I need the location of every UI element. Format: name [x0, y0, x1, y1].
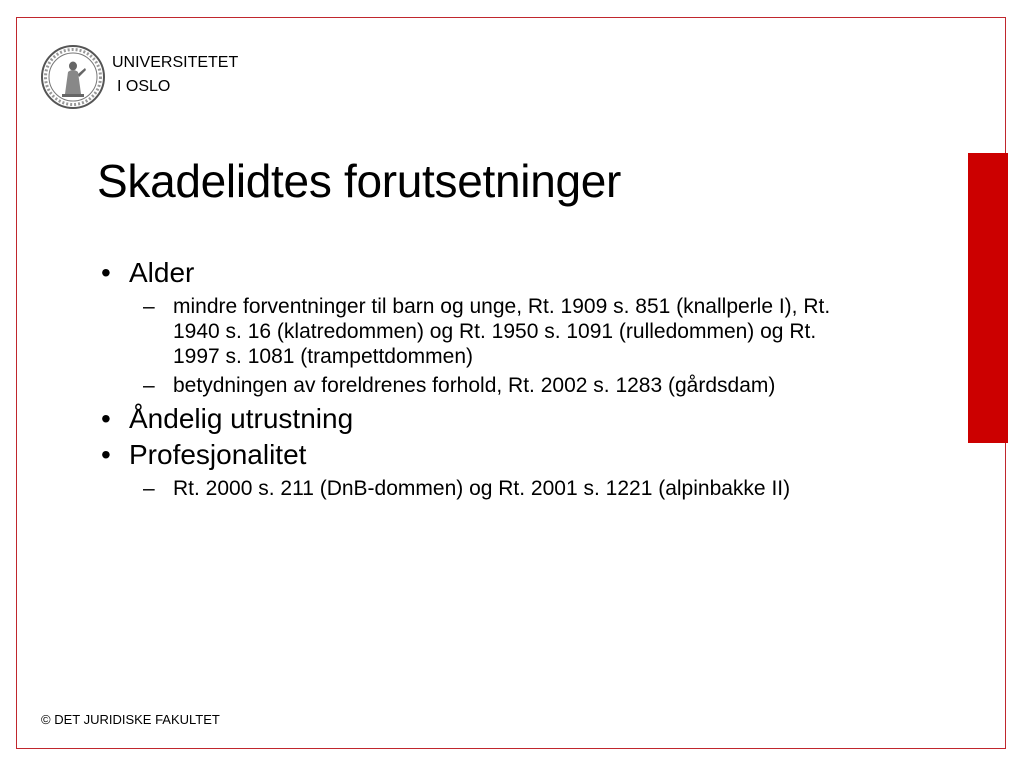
slide-title: Skadelidtes forutsetninger: [97, 155, 622, 207]
bullet-item: [97, 438, 837, 472]
bullet-marker: •: [101, 257, 111, 288]
bullet-text: Profesjonalitet: [129, 439, 307, 470]
slide-body: [97, 256, 837, 505]
university-seal-icon: [40, 44, 106, 110]
bullet-item: [97, 256, 837, 290]
bullet-marker: •: [101, 439, 111, 470]
bullet-text: Åndelig utrustning: [129, 403, 354, 434]
sub-bullet-item: [97, 294, 837, 369]
bullet-item: [97, 402, 837, 436]
red-accent-bar: [968, 153, 1008, 443]
dash-marker: –: [143, 295, 155, 318]
sub-bullet-text: Rt. 2000 s. 211 (DnB-dommen) og Rt. 2001 s. 1221 (alpinbakke II): [173, 477, 791, 500]
sub-bullet-text: betydningen av foreldrenes forhold, Rt. 2002 s. 1283 (gårdsdam): [173, 374, 776, 397]
university-name-line1: UNIVERSITETET: [112, 54, 239, 71]
bullet-marker: •: [101, 403, 111, 434]
dash-marker: –: [143, 374, 155, 397]
bullet-text: Alder: [129, 257, 195, 288]
sub-bullet-item: [97, 373, 837, 398]
university-name-line2: I OSLO: [117, 78, 171, 95]
dash-marker: –: [143, 477, 155, 500]
sub-bullet-text: mindre forventninger til barn og unge, Rt. 1909 s. 851 (knallperle I), Rt. 1940 s. 16 (klatredommen) og Rt. 1950 s. 1091 (rulledommen) og Rt. 1997 s. 1081 (trampettdommen): [173, 295, 831, 368]
sub-bullet-item: [97, 476, 837, 501]
footer-copyright: © DET JURIDISKE FAKULTET: [41, 712, 220, 727]
